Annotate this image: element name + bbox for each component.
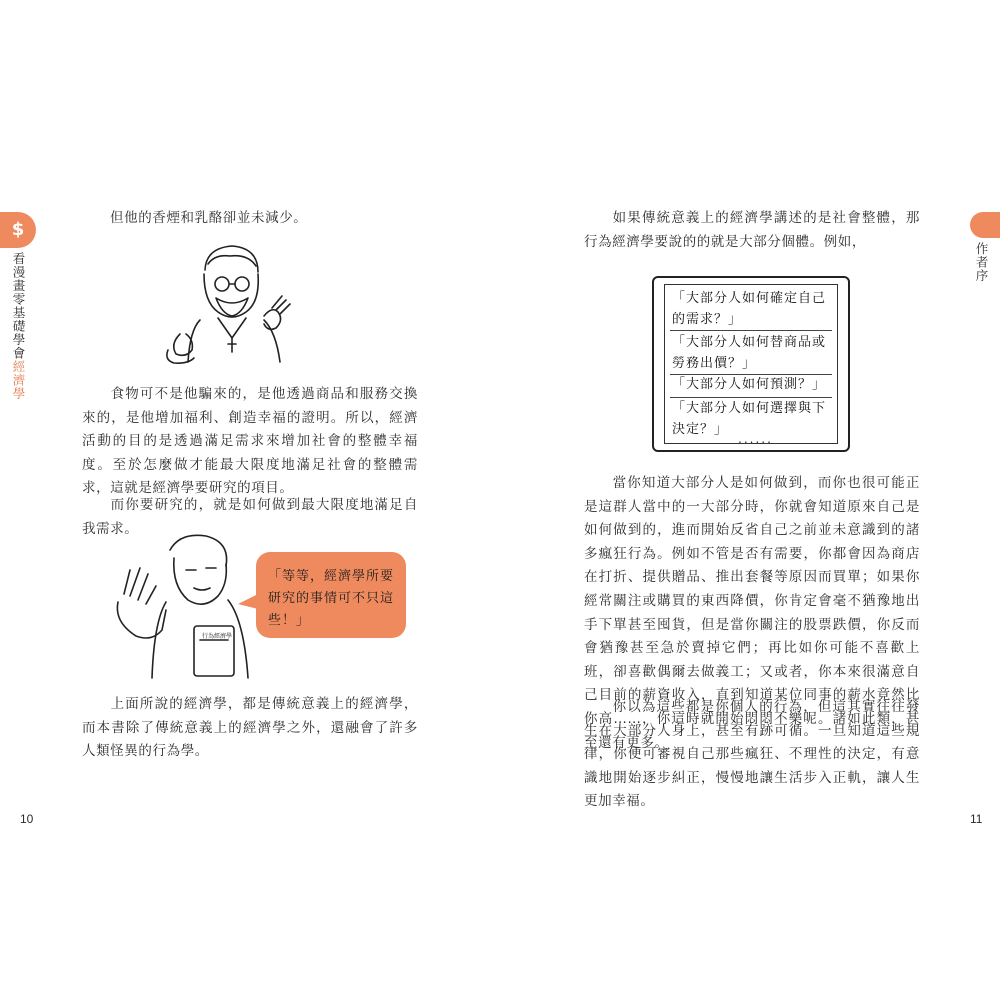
paragraph-2: 食物可不是他騙來的，是他透過商品和服務交換來的，是他增加福利、創造幸福的證明。所以，經濟活動的目的是透過滿足需求來增加社會的整體幸福度。至於怎麼做才能最大限度地滿足社會的整體需求，這就是經濟學要研究的項目。 (82, 386, 418, 497)
book-label: 行為經濟學 (202, 633, 233, 640)
question-1: 「大部分人如何確定自己的需求？」 (672, 291, 827, 327)
page-number-left: 10 (20, 812, 34, 826)
book-title-accent: 經濟學 (11, 360, 26, 401)
paragraph-4: 上面所說的經濟學，都是傳統意義上的經濟學，而本書除了傳統意義上的經濟學之外，還融會了許多人類怪異的行為學。 (82, 696, 418, 760)
question-divider (670, 330, 832, 331)
man-with-book-illustration (108, 530, 258, 680)
book-title-main: 看漫畫零基礎學會 (11, 252, 26, 360)
question-3: 「大部分人如何預測？」 (672, 377, 827, 392)
speech-bubble-tail (238, 590, 262, 614)
old-man-illustration (160, 240, 300, 365)
book-title (11, 252, 25, 401)
ellipsis: ...... (738, 432, 773, 446)
question-2: 「大部分人如何替商品或勞務出價？」 (672, 335, 827, 371)
page-number-right: 11 (970, 812, 983, 826)
paragraph-3: 而你要研究的，就是如何做到最大限度地滿足自我需求。 (82, 497, 418, 537)
question-4: 「大部分人如何選擇與下決定？」 (672, 401, 827, 437)
section-tab (970, 212, 1000, 238)
paragraph-1-right: 如果傳統意義上的經濟學講述的是社會整體，那行為經濟學要說的的就是大部分個體。例如， (584, 210, 920, 250)
dollar-icon: $ (11, 219, 25, 240)
chapter-tab (0, 212, 36, 248)
section-label: 作者序 (974, 242, 989, 283)
paragraph-1: 但他的香煙和乳酪卻並未減少。 (110, 210, 308, 226)
speech-bubble-text: 「等等，經濟學所要研究的事情可不只這些！」 (268, 569, 395, 628)
paragraph-3-right: 你以為這些都是你個人的行為，但這其實往往發生在大部分人身上，甚至有跡可循。一旦知道這些規律，你便可審視自己那些瘋狂、不理性的決定，有意識地開始逐步糾正，慢慢地讓生活步入正軌，讓人生更加幸福。 (584, 699, 920, 810)
paragraph-2-right: 當你知道大部分人是如何做到，而你也很可能正是這群人當中的一大部分時，你就會知道原來自己是如何做到的，進而開始反省自己之前並未意識到的諸多瘋狂行為。例如不管是否有需要，你都會因為商店在打折、提供贈品、推出套餐等原因而買單；如果你經常關注或購買的東西降價，你肯定會毫不猶豫地出手下單甚至囤貨，但是當你關注的股票跌價，你反而會猶豫甚至急於賣掉它們；再比如你可能不喜歡上班，卻喜歡偶爾去做義工；又或者，你本來很滿意自己目前的薪資收入，直到知道某位同事的薪水竟然比你高……，你這時就開始悶悶不樂呢。諸如此類，甚至還有更多。 (584, 475, 920, 751)
right-page (500, 0, 1000, 1000)
